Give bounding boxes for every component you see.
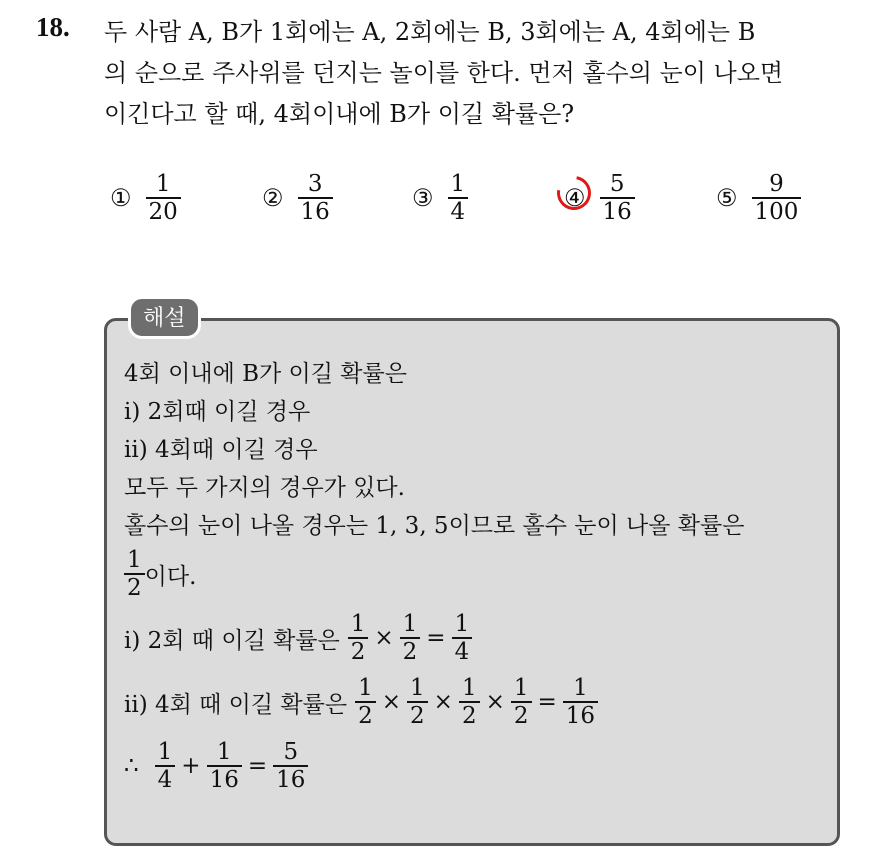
therefore-symbol: ∴ bbox=[124, 753, 139, 779]
denominator: 2 bbox=[461, 702, 477, 729]
choice-4-fraction bbox=[600, 171, 635, 225]
times-sign: × bbox=[485, 689, 505, 715]
choice-1[interactable] bbox=[110, 166, 181, 230]
fraction bbox=[355, 675, 376, 729]
choice-4-marker-text: ④ bbox=[564, 184, 586, 212]
fraction bbox=[459, 675, 480, 729]
denominator: 2 bbox=[358, 702, 373, 729]
question-line: 이긴다고 할 때, 4회이내에 B가 이길 확률은? bbox=[104, 100, 575, 128]
fraction bbox=[273, 739, 308, 793]
numerator: 1 bbox=[410, 674, 425, 701]
question-line: 두 사람 A, B가 1회에는 A, 2회에는 B, 3회에는 A, 4회에는 B bbox=[104, 18, 756, 46]
numerator: 5 bbox=[609, 170, 625, 197]
solution-tag: 해설 bbox=[128, 296, 201, 339]
equals-sign: = bbox=[426, 625, 446, 651]
case1-line bbox=[124, 606, 834, 670]
choice-2[interactable] bbox=[262, 166, 333, 230]
solution-line: ⅱ) 4회때 이길 경우 bbox=[124, 436, 318, 463]
choice-5-fraction bbox=[752, 171, 802, 225]
choice-4-marker bbox=[564, 184, 586, 212]
choice-3-fraction bbox=[448, 171, 469, 225]
numerator: 9 bbox=[769, 170, 784, 197]
times-sign: × bbox=[374, 625, 394, 651]
fraction bbox=[348, 611, 369, 665]
case2-line bbox=[124, 670, 834, 734]
solution-line: 홀수의 눈이 나올 경우는 1, 3, 5이므로 홀수 눈이 나올 확률은 bbox=[124, 512, 745, 539]
denominator: 4 bbox=[450, 198, 466, 225]
denominator: 100 bbox=[754, 198, 799, 225]
choice-5-marker: ⑤ bbox=[716, 184, 738, 212]
numerator: 1 bbox=[513, 674, 529, 701]
denominator: 20 bbox=[148, 198, 178, 225]
choice-2-fraction bbox=[298, 171, 333, 225]
numerator: 1 bbox=[350, 610, 366, 637]
choice-5[interactable] bbox=[716, 166, 801, 230]
question-number: 18. bbox=[36, 12, 70, 42]
denominator: 2 bbox=[402, 638, 418, 665]
question-line: 의 순으로 주사위를 던지는 놀이를 한다. 먼저 홀수의 눈이 나오면 bbox=[104, 59, 784, 87]
solution-body bbox=[124, 352, 834, 798]
solution-line: 모두 두 가지의 경우가 있다. bbox=[124, 474, 405, 501]
equals-sign: = bbox=[537, 689, 557, 715]
denominator: 2 bbox=[350, 638, 366, 665]
case2-prefix: ⅱ) 4회 때 이길 확률은 bbox=[124, 691, 348, 718]
denominator: 2 bbox=[513, 702, 529, 729]
choice-2-marker: ② bbox=[262, 184, 284, 212]
choice-1-fraction bbox=[146, 171, 181, 225]
fraction bbox=[155, 739, 176, 793]
fraction bbox=[511, 675, 532, 729]
plus-sign: + bbox=[181, 753, 201, 779]
choice-3[interactable] bbox=[412, 166, 468, 230]
numerator: 1 bbox=[127, 546, 142, 573]
equals-sign: = bbox=[247, 753, 268, 779]
half-fraction bbox=[124, 547, 145, 601]
numerator: 3 bbox=[307, 170, 323, 197]
denominator: 16 bbox=[276, 766, 306, 793]
numerator: 1 bbox=[402, 610, 418, 637]
half-suffix: 이다. bbox=[144, 563, 197, 590]
numerator: 1 bbox=[461, 674, 477, 701]
final-line bbox=[124, 734, 834, 798]
question-text bbox=[104, 12, 864, 135]
denominator: 4 bbox=[454, 638, 470, 665]
denominator: 16 bbox=[209, 766, 239, 793]
fraction bbox=[452, 611, 473, 665]
half-probability-line bbox=[124, 542, 834, 606]
denominator: 2 bbox=[410, 702, 425, 729]
numerator: 1 bbox=[573, 674, 588, 701]
denominator: 2 bbox=[127, 574, 142, 601]
fraction bbox=[207, 739, 242, 793]
choice-4[interactable] bbox=[564, 166, 635, 230]
numerator: 5 bbox=[283, 738, 299, 765]
solution-line: 4회 이내에 B가 이길 확률은 bbox=[124, 360, 407, 387]
answer-choices bbox=[0, 166, 884, 236]
choice-3-marker: ③ bbox=[412, 184, 434, 212]
denominator: 4 bbox=[157, 766, 173, 793]
times-sign: × bbox=[433, 689, 453, 715]
solution-line: ⅰ) 2회때 이길 경우 bbox=[124, 398, 311, 425]
denominator: 16 bbox=[565, 702, 596, 729]
case1-prefix: ⅰ) 2회 때 이길 확률은 bbox=[124, 627, 340, 654]
numerator: 1 bbox=[216, 738, 232, 765]
denominator: 16 bbox=[300, 198, 330, 225]
fraction bbox=[400, 611, 421, 665]
numerator: 1 bbox=[157, 738, 173, 765]
numerator: 1 bbox=[450, 170, 466, 197]
choice-1-marker: ① bbox=[110, 184, 132, 212]
fraction bbox=[407, 675, 428, 729]
fraction bbox=[563, 675, 598, 729]
numerator: 1 bbox=[454, 610, 470, 637]
selected-circle-mark bbox=[550, 169, 597, 216]
numerator: 1 bbox=[155, 170, 171, 197]
denominator: 16 bbox=[602, 198, 632, 225]
times-sign: × bbox=[381, 689, 402, 715]
numerator: 1 bbox=[358, 674, 373, 701]
